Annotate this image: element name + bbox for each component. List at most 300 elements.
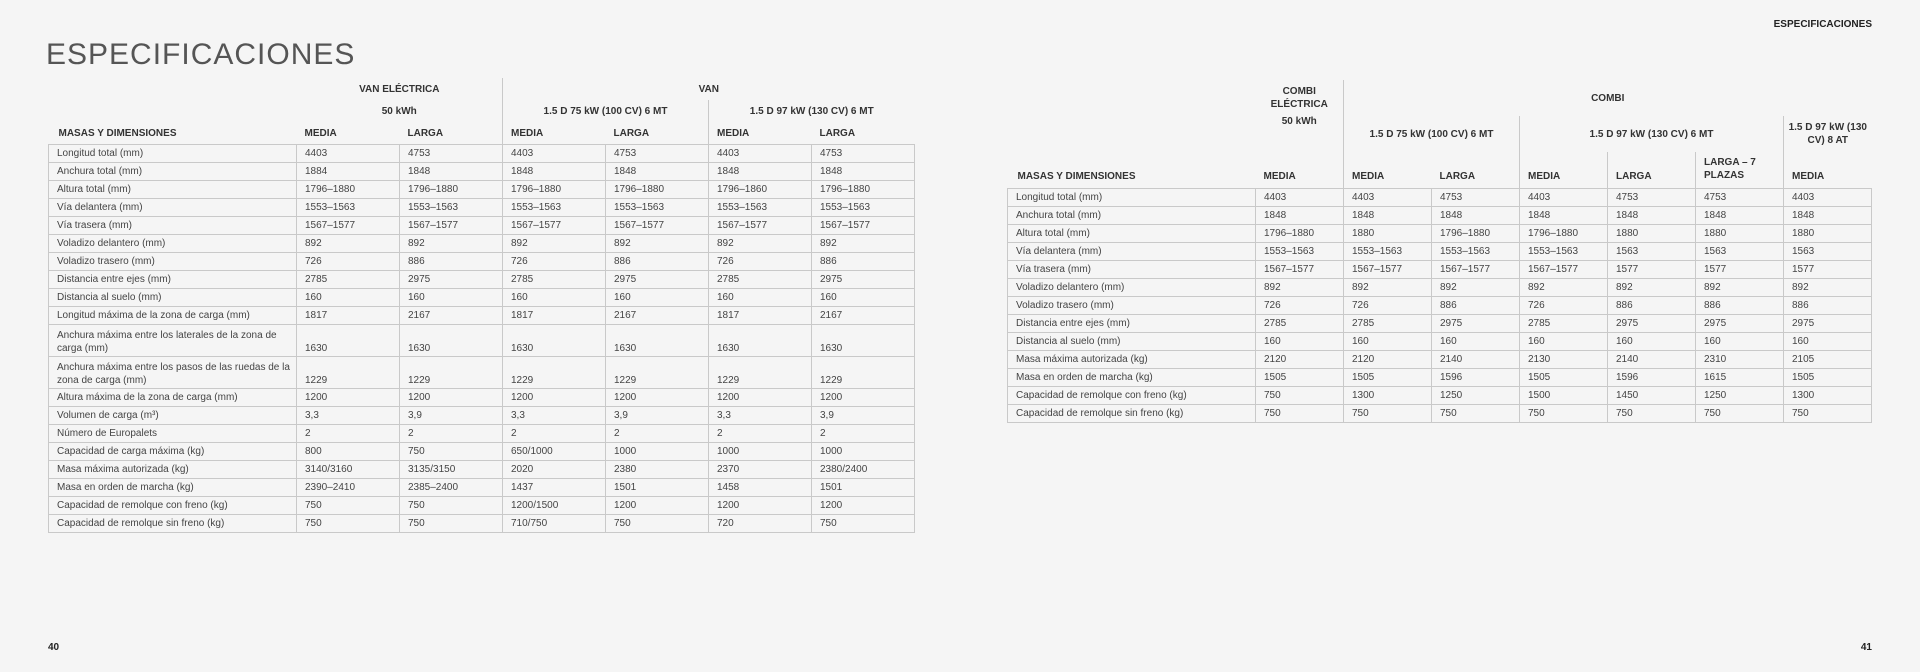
table-cell: 2 xyxy=(812,425,915,443)
table-cell: 750 xyxy=(1344,404,1432,422)
table-cell: 1630 xyxy=(812,325,915,357)
table-row xyxy=(49,307,915,325)
column-header: LARGA xyxy=(1608,152,1696,188)
table-cell: 1817 xyxy=(503,307,606,325)
row-label: Longitud máxima de la zona de carga (mm) xyxy=(49,307,297,325)
table-row xyxy=(49,443,915,461)
table-cell: 750 xyxy=(812,515,915,533)
table-cell: 160 xyxy=(1432,332,1520,350)
table-cell: 2 xyxy=(400,425,503,443)
table-cell: 3140/3160 xyxy=(297,461,400,479)
table-cell: 4753 xyxy=(1608,188,1696,206)
table-cell: 2310 xyxy=(1696,350,1784,368)
table-cell: 750 xyxy=(606,515,709,533)
table-cell: 1848 xyxy=(1432,206,1520,224)
table-cell: 1505 xyxy=(1344,368,1432,386)
table-cell: 1880 xyxy=(1696,224,1784,242)
table-cell: 4403 xyxy=(1520,188,1608,206)
table-cell: 710/750 xyxy=(503,515,606,533)
row-label: Voladizo trasero (mm) xyxy=(49,253,297,271)
table-cell: 2975 xyxy=(400,271,503,289)
row-label: Masa máxima autorizada (kg) xyxy=(49,461,297,479)
table-row xyxy=(1008,314,1872,332)
table-cell: 886 xyxy=(1696,296,1784,314)
table-cell: 1567–1577 xyxy=(1520,260,1608,278)
table-cell: 1229 xyxy=(503,357,606,389)
left-table-body xyxy=(49,145,915,533)
table-cell: 2380 xyxy=(606,461,709,479)
table-row xyxy=(49,325,915,357)
table-cell: 2370 xyxy=(709,461,812,479)
table-cell: 892 xyxy=(503,235,606,253)
right-spec-table xyxy=(1007,80,1872,423)
table-cell: 1630 xyxy=(606,325,709,357)
table-cell: 892 xyxy=(1784,278,1872,296)
column-header: LARGA – 7 PLAZAS xyxy=(1696,152,1784,188)
table-cell: 726 xyxy=(1256,296,1344,314)
table-cell: 750 xyxy=(1520,404,1608,422)
row-label: Anchura total (mm) xyxy=(1008,206,1256,224)
group-combi: COMBI xyxy=(1344,80,1872,116)
table-cell: 1553–1563 xyxy=(709,199,812,217)
table-cell: 2975 xyxy=(812,271,915,289)
table-cell: 892 xyxy=(1520,278,1608,296)
table-cell: 1796–1880 xyxy=(812,181,915,199)
table-cell: 4753 xyxy=(812,145,915,163)
table-row xyxy=(1008,224,1872,242)
column-header: MEDIA xyxy=(1263,170,1296,182)
table-cell: 2975 xyxy=(606,271,709,289)
table-row xyxy=(49,389,915,407)
table-cell: 1848 xyxy=(1520,206,1608,224)
table-cell: 1553–1563 xyxy=(1344,242,1432,260)
table-cell: 4403 xyxy=(709,145,812,163)
table-cell: 1250 xyxy=(1696,386,1784,404)
table-cell: 3,3 xyxy=(503,407,606,425)
table-cell: 2385–2400 xyxy=(400,479,503,497)
table-cell: 2785 xyxy=(297,271,400,289)
table-cell: 1563 xyxy=(1608,242,1696,260)
table-cell: 1501 xyxy=(606,479,709,497)
table-cell: 2785 xyxy=(1256,314,1344,332)
table-cell: 1505 xyxy=(1520,368,1608,386)
group-kwh: 50 kWh xyxy=(381,105,417,117)
row-label: Altura máxima de la zona de carga (mm) xyxy=(49,389,297,407)
table-cell: 2785 xyxy=(709,271,812,289)
table-cell: 4403 xyxy=(297,145,400,163)
table-cell: 886 xyxy=(812,253,915,271)
row-label: Capacidad de remolque sin freno (kg) xyxy=(49,515,297,533)
page-title: ESPECIFICACIONES xyxy=(46,38,356,71)
table-cell: 1553–1563 xyxy=(1256,242,1344,260)
table-row xyxy=(49,163,915,181)
table-cell: 1577 xyxy=(1696,260,1784,278)
table-cell: 160 xyxy=(400,289,503,307)
table-cell: 1229 xyxy=(400,357,503,389)
table-cell: 2 xyxy=(709,425,812,443)
table-cell: 2975 xyxy=(1696,314,1784,332)
table-cell: 726 xyxy=(503,253,606,271)
table-row xyxy=(1008,350,1872,368)
table-cell: 1796–1880 xyxy=(1432,224,1520,242)
table-cell: 1200 xyxy=(297,389,400,407)
table-cell: 1567–1577 xyxy=(297,217,400,235)
table-row xyxy=(49,181,915,199)
row-label: Masa en orden de marcha (kg) xyxy=(1008,368,1256,386)
group-engine-1: 1.5 D 75 kW (100 CV) 6 MT xyxy=(1344,116,1520,152)
table-cell: 726 xyxy=(297,253,400,271)
column-header: MEDIA xyxy=(503,122,606,145)
table-cell: 4403 xyxy=(1344,188,1432,206)
table-cell: 1596 xyxy=(1432,368,1520,386)
page-number-right: 41 xyxy=(1860,642,1872,653)
table-cell: 1553–1563 xyxy=(606,199,709,217)
table-cell: 1796–1880 xyxy=(606,181,709,199)
table-cell: 650/1000 xyxy=(503,443,606,461)
column-header: MASAS Y DIMENSIONES xyxy=(58,127,177,139)
table-cell: 1880 xyxy=(1344,224,1432,242)
table-cell: 1200 xyxy=(709,497,812,515)
table-cell: 160 xyxy=(503,289,606,307)
table-cell: 1630 xyxy=(503,325,606,357)
row-label: Altura total (mm) xyxy=(49,181,297,199)
table-cell: 3135/3150 xyxy=(400,461,503,479)
table-cell: 892 xyxy=(1696,278,1784,296)
table-cell: 2130 xyxy=(1520,350,1608,368)
row-label: Masa máxima autorizada (kg) xyxy=(1008,350,1256,368)
table-cell: 1596 xyxy=(1608,368,1696,386)
table-cell: 750 xyxy=(1608,404,1696,422)
table-cell: 1796–1860 xyxy=(709,181,812,199)
table-cell: 1563 xyxy=(1696,242,1784,260)
column-header: MASAS Y DIMENSIONES xyxy=(1017,170,1136,182)
table-cell: 3,9 xyxy=(400,407,503,425)
row-label: Vía delantera (mm) xyxy=(1008,242,1256,260)
column-header: MEDIA xyxy=(1520,152,1608,188)
table-cell: 1553–1563 xyxy=(503,199,606,217)
table-cell: 1567–1577 xyxy=(1432,260,1520,278)
table-cell: 3,9 xyxy=(812,407,915,425)
table-cell: 4753 xyxy=(1432,188,1520,206)
table-cell: 160 xyxy=(812,289,915,307)
column-header: LARGA xyxy=(407,127,444,139)
table-row xyxy=(1008,260,1872,278)
row-label: Longitud total (mm) xyxy=(1008,188,1256,206)
table-cell: 892 xyxy=(1256,278,1344,296)
table-cell: 892 xyxy=(709,235,812,253)
table-cell: 886 xyxy=(1784,296,1872,314)
table-cell: 892 xyxy=(297,235,400,253)
table-row xyxy=(1008,296,1872,314)
table-row xyxy=(49,497,915,515)
table-cell: 1796–1880 xyxy=(400,181,503,199)
table-cell: 1229 xyxy=(606,357,709,389)
table-cell: 892 xyxy=(1432,278,1520,296)
group-engine-2: 1.5 D 97 kW (130 CV) 6 MT xyxy=(709,100,915,122)
table-cell: 160 xyxy=(606,289,709,307)
table-cell: 1200 xyxy=(812,389,915,407)
table-cell: 1437 xyxy=(503,479,606,497)
table-cell: 750 xyxy=(1256,404,1344,422)
table-cell: 750 xyxy=(400,497,503,515)
table-cell: 1553–1563 xyxy=(297,199,400,217)
table-row xyxy=(49,253,915,271)
table-cell: 1505 xyxy=(1784,368,1872,386)
table-cell: 1567–1577 xyxy=(606,217,709,235)
group-engine-3: 1.5 D 97 kW (130 CV) 8 AT xyxy=(1784,116,1872,152)
row-label: Capacidad de remolque con freno (kg) xyxy=(1008,386,1256,404)
table-cell: 1796–1880 xyxy=(503,181,606,199)
table-cell: 2785 xyxy=(1344,314,1432,332)
table-cell: 1848 xyxy=(1696,206,1784,224)
table-cell: 2785 xyxy=(503,271,606,289)
table-cell: 726 xyxy=(1344,296,1432,314)
table-cell: 892 xyxy=(812,235,915,253)
table-cell: 886 xyxy=(1608,296,1696,314)
table-cell: 1229 xyxy=(297,357,400,389)
table-cell: 160 xyxy=(1696,332,1784,350)
table-cell: 1848 xyxy=(1344,206,1432,224)
table-cell: 2 xyxy=(503,425,606,443)
table-cell: 726 xyxy=(709,253,812,271)
column-header: MEDIA xyxy=(709,122,812,145)
table-cell: 1630 xyxy=(709,325,812,357)
table-cell: 2975 xyxy=(1784,314,1872,332)
table-cell: 1577 xyxy=(1608,260,1696,278)
table-cell: 4753 xyxy=(400,145,503,163)
row-label: Distancia al suelo (mm) xyxy=(49,289,297,307)
table-cell: 160 xyxy=(1784,332,1872,350)
row-label: Voladizo delantero (mm) xyxy=(1008,278,1256,296)
table-cell: 1500 xyxy=(1520,386,1608,404)
table-cell: 1848 xyxy=(503,163,606,181)
row-label: Número de Europalets xyxy=(49,425,297,443)
table-cell: 892 xyxy=(1344,278,1432,296)
table-cell: 1848 xyxy=(1608,206,1696,224)
table-row xyxy=(49,289,915,307)
left-spec-table xyxy=(48,78,915,533)
table-cell: 1200 xyxy=(812,497,915,515)
column-header: LARGA xyxy=(613,127,650,139)
column-header: MEDIA xyxy=(1344,152,1432,188)
table-cell: 1300 xyxy=(1344,386,1432,404)
table-cell: 750 xyxy=(1696,404,1784,422)
table-cell: 2020 xyxy=(503,461,606,479)
table-cell: 2390–2410 xyxy=(297,479,400,497)
table-cell: 2120 xyxy=(1344,350,1432,368)
table-cell: 1200 xyxy=(503,389,606,407)
table-cell: 2140 xyxy=(1432,350,1520,368)
table-row xyxy=(1008,332,1872,350)
table-cell: 1796–1880 xyxy=(297,181,400,199)
table-cell: 726 xyxy=(1520,296,1608,314)
table-cell: 1200/1500 xyxy=(503,497,606,515)
row-label: Volumen de carga (m³) xyxy=(49,407,297,425)
table-cell: 1848 xyxy=(606,163,709,181)
group-engine-1: 1.5 D 75 kW (100 CV) 6 MT xyxy=(503,100,709,122)
row-label: Vía trasera (mm) xyxy=(49,217,297,235)
section-header: ESPECIFICACIONES xyxy=(1773,19,1872,30)
table-cell: 2 xyxy=(606,425,709,443)
table-cell: 1229 xyxy=(812,357,915,389)
row-label: Anchura total (mm) xyxy=(49,163,297,181)
table-row xyxy=(1008,368,1872,386)
table-cell: 1000 xyxy=(709,443,812,461)
table-cell: 1553–1563 xyxy=(812,199,915,217)
row-label: Longitud total (mm) xyxy=(49,145,297,163)
row-label: Capacidad de remolque sin freno (kg) xyxy=(1008,404,1256,422)
row-label: Anchura máxima entre los laterales de la zona de carga (mm) xyxy=(49,325,297,357)
table-cell: 892 xyxy=(400,235,503,253)
table-cell: 160 xyxy=(1256,332,1344,350)
table-cell: 2167 xyxy=(606,307,709,325)
group-combi-electrica: COMBI ELÉCTRICA xyxy=(1270,86,1328,110)
right-table-body xyxy=(1008,188,1872,422)
table-cell: 1817 xyxy=(297,307,400,325)
column-header: LARGA xyxy=(819,127,856,139)
group-engine-2: 1.5 D 97 kW (130 CV) 6 MT xyxy=(1520,116,1784,152)
group-kwh: 50 kWh xyxy=(1281,116,1317,127)
table-cell: 2975 xyxy=(1608,314,1696,332)
table-cell: 720 xyxy=(709,515,812,533)
group-van-electrica: VAN ELÉCTRICA xyxy=(359,83,440,95)
table-cell: 2380/2400 xyxy=(812,461,915,479)
table-cell: 160 xyxy=(297,289,400,307)
table-cell: 4403 xyxy=(1784,188,1872,206)
table-cell: 1848 xyxy=(1784,206,1872,224)
table-row xyxy=(49,145,915,163)
table-row xyxy=(49,235,915,253)
table-row xyxy=(49,357,915,389)
table-cell: 1880 xyxy=(1784,224,1872,242)
table-cell: 750 xyxy=(400,515,503,533)
row-label: Voladizo trasero (mm) xyxy=(1008,296,1256,314)
row-label: Capacidad de remolque con freno (kg) xyxy=(49,497,297,515)
table-cell: 1577 xyxy=(1784,260,1872,278)
table-cell: 1567–1577 xyxy=(400,217,503,235)
table-row xyxy=(1008,242,1872,260)
row-label: Capacidad de carga máxima (kg) xyxy=(49,443,297,461)
table-cell: 886 xyxy=(400,253,503,271)
table-cell: 2167 xyxy=(400,307,503,325)
table-cell: 1848 xyxy=(1256,206,1344,224)
table-cell: 4403 xyxy=(1256,188,1344,206)
table-cell: 1567–1577 xyxy=(1256,260,1344,278)
column-header: MEDIA xyxy=(304,127,337,139)
table-cell: 1450 xyxy=(1608,386,1696,404)
table-row xyxy=(1008,404,1872,422)
table-cell: 3,9 xyxy=(606,407,709,425)
column-header: MEDIA xyxy=(1784,152,1872,188)
table-cell: 1458 xyxy=(709,479,812,497)
table-cell: 1000 xyxy=(812,443,915,461)
table-cell: 1817 xyxy=(709,307,812,325)
table-cell: 2120 xyxy=(1256,350,1344,368)
table-cell: 1505 xyxy=(1256,368,1344,386)
table-cell: 1553–1563 xyxy=(1520,242,1608,260)
table-cell: 1848 xyxy=(709,163,812,181)
table-cell: 3,3 xyxy=(297,407,400,425)
table-cell: 750 xyxy=(297,515,400,533)
table-cell: 2140 xyxy=(1608,350,1696,368)
row-label: Anchura máxima entre los pasos de las ruedas de la zona de carga (mm) xyxy=(49,357,297,389)
page-number-left: 40 xyxy=(48,642,60,653)
table-cell: 1567–1577 xyxy=(503,217,606,235)
table-cell: 750 xyxy=(1784,404,1872,422)
table-row xyxy=(49,217,915,235)
row-label: Distancia entre ejes (mm) xyxy=(1008,314,1256,332)
table-cell: 800 xyxy=(297,443,400,461)
table-row xyxy=(49,407,915,425)
table-cell: 160 xyxy=(1608,332,1696,350)
table-cell: 3,3 xyxy=(709,407,812,425)
table-row xyxy=(1008,386,1872,404)
table-row xyxy=(1008,278,1872,296)
group-van: VAN xyxy=(503,78,915,100)
table-cell: 160 xyxy=(1520,332,1608,350)
table-cell: 160 xyxy=(1344,332,1432,350)
table-cell: 892 xyxy=(1608,278,1696,296)
table-cell: 1200 xyxy=(400,389,503,407)
row-label: Altura total (mm) xyxy=(1008,224,1256,242)
row-label: Distancia al suelo (mm) xyxy=(1008,332,1256,350)
table-cell: 1567–1577 xyxy=(812,217,915,235)
table-cell: 1250 xyxy=(1432,386,1520,404)
table-cell: 750 xyxy=(1256,386,1344,404)
table-cell: 1796–1880 xyxy=(1520,224,1608,242)
table-cell: 886 xyxy=(1432,296,1520,314)
table-cell: 2167 xyxy=(812,307,915,325)
table-row xyxy=(1008,188,1872,206)
table-cell: 750 xyxy=(1432,404,1520,422)
table-cell: 1848 xyxy=(812,163,915,181)
table-cell: 2105 xyxy=(1784,350,1872,368)
table-cell: 750 xyxy=(297,497,400,515)
column-header: LARGA xyxy=(1439,170,1476,182)
table-cell: 1553–1563 xyxy=(400,199,503,217)
table-row xyxy=(49,271,915,289)
table-cell: 892 xyxy=(606,235,709,253)
table-cell: 1884 xyxy=(297,163,400,181)
table-cell: 2 xyxy=(297,425,400,443)
table-cell: 1615 xyxy=(1696,368,1784,386)
table-cell: 1796–1880 xyxy=(1256,224,1344,242)
table-cell: 886 xyxy=(606,253,709,271)
table-cell: 4753 xyxy=(1696,188,1784,206)
row-label: Voladizo delantero (mm) xyxy=(49,235,297,253)
table-row xyxy=(49,425,915,443)
table-cell: 160 xyxy=(709,289,812,307)
table-cell: 4753 xyxy=(606,145,709,163)
table-row xyxy=(49,199,915,217)
row-label: Vía delantera (mm) xyxy=(49,199,297,217)
table-row xyxy=(49,515,915,533)
table-cell: 1567–1577 xyxy=(1344,260,1432,278)
table-cell: 1848 xyxy=(400,163,503,181)
table-cell: 1200 xyxy=(606,389,709,407)
row-label: Masa en orden de marcha (kg) xyxy=(49,479,297,497)
table-cell: 2785 xyxy=(1520,314,1608,332)
table-cell: 1000 xyxy=(606,443,709,461)
table-row xyxy=(49,479,915,497)
table-cell: 1300 xyxy=(1784,386,1872,404)
table-cell: 2975 xyxy=(1432,314,1520,332)
table-row xyxy=(49,461,915,479)
table-cell: 1501 xyxy=(812,479,915,497)
table-cell: 1553–1563 xyxy=(1432,242,1520,260)
table-row xyxy=(1008,206,1872,224)
table-cell: 1880 xyxy=(1608,224,1696,242)
